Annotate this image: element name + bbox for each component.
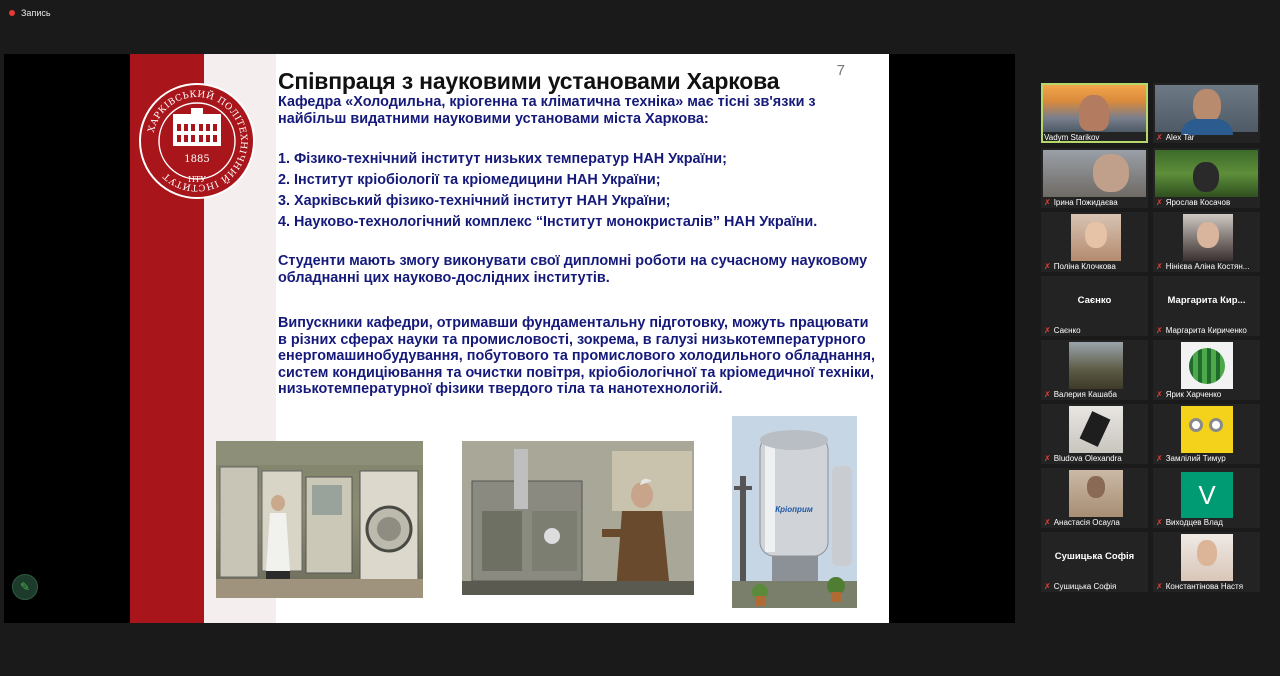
participant-name: ✗ Bludova Olexandra <box>1044 454 1122 463</box>
record-dot-icon <box>9 10 15 16</box>
mic-muted-icon: ✗ <box>1156 454 1163 463</box>
recording-indicator[interactable] <box>9 8 51 18</box>
recording-label: Запись <box>21 8 51 18</box>
slide-title: Співпраця з науковими установами Харкова <box>278 68 780 94</box>
participant-tile[interactable] <box>1041 468 1148 528</box>
participant-tile[interactable] <box>1153 404 1260 464</box>
shared-screen <box>4 54 1015 623</box>
logo-year: 1885 <box>184 154 210 165</box>
participant-name: ✗ Сушицька Софія <box>1044 582 1117 591</box>
participant-tile[interactable] <box>1041 148 1148 208</box>
mic-muted-icon: ✗ <box>1156 326 1163 335</box>
participant-display-name: Маргарита Кир... <box>1167 295 1246 306</box>
participant-video <box>1069 342 1123 389</box>
students-paragraph: Студенти мають змогу виконувати свої дипломні роботи на сучасному науковому обладнанні цих науково-дослідних інститутів. <box>278 253 868 286</box>
mic-muted-icon: ✗ <box>1156 582 1163 591</box>
participant-display-name: Саєнко <box>1077 295 1112 306</box>
mic-muted-icon: ✗ <box>1044 518 1051 527</box>
watermelon-avatar <box>1189 348 1225 384</box>
participant-video <box>1181 406 1233 453</box>
mic-muted-icon: ✗ <box>1044 198 1051 207</box>
participant-name: ✗ Анастасія Осаула <box>1044 518 1120 527</box>
participant-name: ✗ Константінова Настя <box>1156 582 1244 591</box>
participant-name: ✗ Саєнко <box>1044 326 1081 335</box>
participant-tile[interactable] <box>1041 212 1148 272</box>
pencil-icon[interactable]: ✎ <box>12 574 38 600</box>
mic-muted-icon: ✗ <box>1044 582 1051 591</box>
institution-item: 3. Харківський фізико-технічний інститут НАН України; <box>278 193 671 209</box>
participant-tile[interactable] <box>1153 340 1260 400</box>
institution-item: 4. Науково-технологічний комплекс “Інститут монокристалів” НАН України. <box>278 214 818 230</box>
lab-photo-cabinets <box>216 441 423 598</box>
participant-tile[interactable] <box>1041 404 1148 464</box>
institution-item: 2. Інститут кріобіології та кріомедицини НАН України; <box>278 172 661 188</box>
mic-muted-icon: ✗ <box>1044 454 1051 463</box>
mic-muted-icon: ✗ <box>1044 262 1051 271</box>
participant-name: Vadym Starikov <box>1044 133 1100 142</box>
participant-tile[interactable] <box>1153 83 1260 143</box>
logo-abbr: НТУ <box>187 175 207 184</box>
mic-muted-icon: ✗ <box>1156 518 1163 527</box>
lab-photo-scientist <box>462 441 694 595</box>
participant-tile[interactable] <box>1153 532 1260 592</box>
university-logo <box>138 82 256 200</box>
participant-tile[interactable] <box>1153 148 1260 208</box>
participant-name: ✗ Alex Tar <box>1156 133 1195 142</box>
slide-intro: Кафедра «Холодильна, кріогенна та кліматична техніка» має тісні зв'язки з найбільш видатними науковими установами міста Харкова: <box>278 94 816 127</box>
participant-name: ✗ Поліна Клочкова <box>1044 262 1116 271</box>
participant-name: ✗ Ярослав Косачов <box>1156 198 1231 207</box>
participant-tile[interactable] <box>1041 340 1148 400</box>
tank-label: Кріоприм <box>775 505 813 514</box>
mic-muted-icon: ✗ <box>1156 262 1163 271</box>
participant-name: ✗ Виходцев Влад <box>1156 518 1223 527</box>
lab-photo-cryotank <box>732 416 857 608</box>
participant-avatar: V <box>1181 472 1233 518</box>
participant-tile[interactable] <box>1041 83 1148 143</box>
participant-name: ✗ Валерия Кашаба <box>1044 390 1117 399</box>
participant-tile[interactable] <box>1041 276 1148 336</box>
participant-name: ✗ Нінієва Аліна Костян... <box>1156 262 1250 271</box>
logo-ring-text: ХАРКІВСЬКИЙ ПОЛІТЕХНІЧНИЙ ІНСТИТУТ <box>146 89 249 193</box>
graduates-paragraph: Випускники кафедри, отримавши фундаментальну підготовку, можуть працювати в різних сферах науки та промисловості, зокрема, в галузі низькотемпературного енергомашинобудування, побутового та промислового холодильного обладнання, систем кондиціювання та очистки повітря, кріобіологічної та кріомедичної техніки, низькотемпературної фізики твердого тіла та нанотехнологій. <box>278 315 875 398</box>
participant-name: ✗ Ярик Харченко <box>1156 390 1222 399</box>
institution-item: 1. Фізико-технічний інститут низьких температур НАН України; <box>278 151 727 167</box>
mic-muted-icon: ✗ <box>1156 133 1163 142</box>
participant-tile[interactable] <box>1153 468 1260 528</box>
mic-muted-icon: ✗ <box>1044 390 1051 399</box>
participant-tile[interactable] <box>1041 532 1148 592</box>
participant-name: ✗ Ірина Пожидаєва <box>1044 198 1118 207</box>
participant-display-name: Сушицька Софія <box>1054 551 1135 562</box>
participant-name: ✗ Замлілий Тимур <box>1156 454 1226 463</box>
participant-name: ✗ Маргарита Кириченко <box>1156 326 1247 335</box>
mic-muted-icon: ✗ <box>1044 326 1051 335</box>
participant-tile[interactable] <box>1153 276 1260 336</box>
presentation-slide <box>130 54 889 623</box>
mic-muted-icon: ✗ <box>1156 390 1163 399</box>
participant-tile[interactable] <box>1153 212 1260 272</box>
slide-number: 7 <box>836 62 845 79</box>
participant-face <box>1079 95 1109 131</box>
mic-muted-icon: ✗ <box>1156 198 1163 207</box>
